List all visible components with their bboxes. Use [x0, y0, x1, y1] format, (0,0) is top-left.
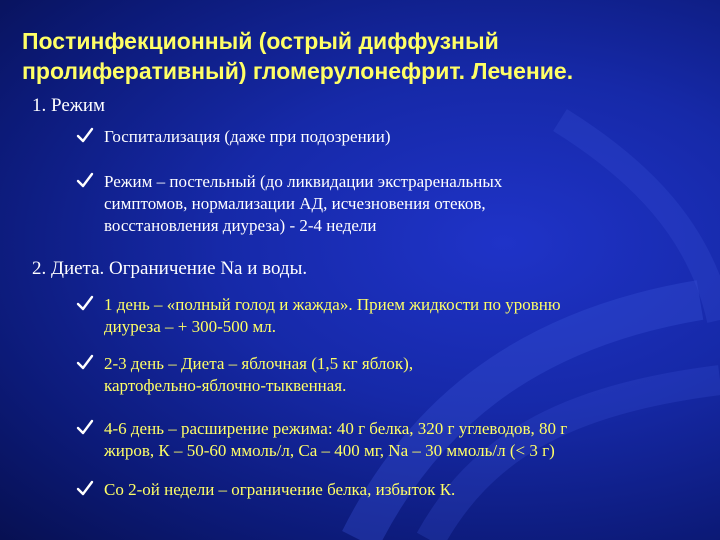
- section1-heading: 1. Режим: [32, 95, 106, 116]
- item-text: [104, 353, 714, 397]
- item-text: [104, 126, 714, 148]
- item-line: 2-3 день – Диета – яблочная (1,5 кг яблок),: [104, 354, 414, 373]
- title-line: Постинфекционный (острый диффузный: [22, 28, 499, 54]
- item-line: Режим – постельный (до ликвидации экстраренальных: [104, 172, 503, 191]
- item-line: 4-6 день – расширение режима: 40 г белка, 320 г углеводов, 80 г: [104, 419, 568, 438]
- item-line: Со 2-ой недели – ограничение белка, избыток К.: [104, 480, 456, 499]
- item-line: картофельно-яблочно-тыквенная.: [104, 376, 347, 395]
- item-text: [104, 294, 714, 338]
- section2-heading: 2. Диета. Ограничение Na и воды.: [32, 258, 308, 279]
- item-line: жиров, К – 50-60 ммоль/л, Са – 400 мг, Na – 30 ммоль/л (< 3 г): [104, 441, 555, 460]
- checkmark-icon: [76, 295, 94, 313]
- title-line: пролиферативный) гломерулонефрит. Лечение.: [22, 58, 574, 84]
- checkmark-icon: [76, 354, 94, 372]
- item-line: диуреза – + 300-500 мл.: [104, 317, 277, 336]
- checkmark-icon: [76, 127, 94, 145]
- item-text: [104, 418, 714, 462]
- item-line: Госпитализация (даже при подозрении): [104, 127, 391, 146]
- item-text: [104, 479, 714, 501]
- item-text: [104, 171, 714, 237]
- item-line: 1 день – «полный голод и жажда». Прием жидкости по уровню: [104, 295, 561, 314]
- item-line: симптомов, нормализации АД, исчезновения отеков,: [104, 194, 486, 213]
- checkmark-icon: [76, 419, 94, 437]
- checkmark-icon: [76, 480, 94, 498]
- checkmark-icon: [76, 172, 94, 190]
- item-line: восстановления диуреза) - 2-4 недели: [104, 216, 377, 235]
